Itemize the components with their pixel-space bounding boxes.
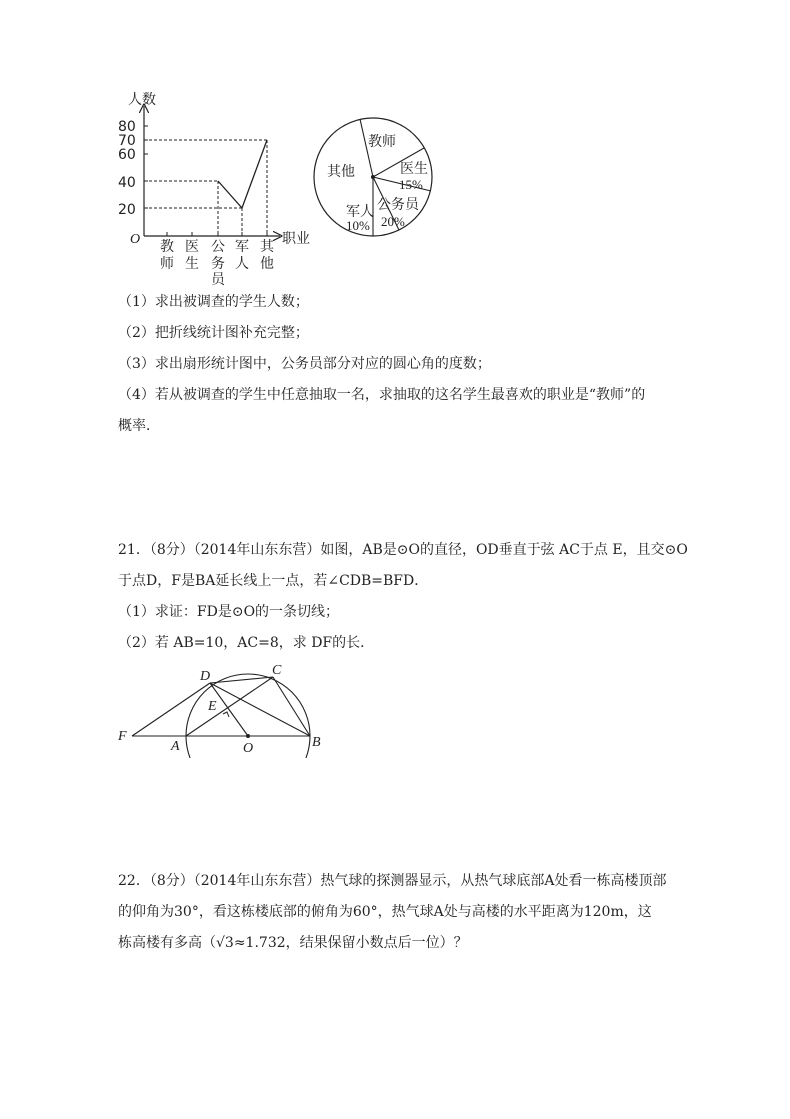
segment-dc (210, 677, 273, 683)
y-tick-80: 80 (118, 119, 136, 135)
pie-label-civil-servant: 公务员 (377, 197, 419, 213)
q21-line-3: （1）求证：FD是⊙O的一条切线； (118, 604, 340, 620)
category-civil-1: 公 (211, 239, 225, 255)
q20-item-1: （1）求出被调查的学生人数； (118, 294, 309, 310)
q20-item-2: （2）把折线统计图补充完整； (118, 325, 309, 341)
origin-label: O (130, 232, 141, 247)
label-f: F (118, 729, 127, 744)
y-tick-20: 20 (118, 202, 136, 218)
q21-line-2: 于点D，F是BA延长线上一点，若∠CDB=BFD． (118, 573, 429, 589)
category-teacher-2: 师 (160, 256, 174, 272)
data-points (218, 140, 267, 208)
pie-label-soldier: 军人 (346, 204, 374, 220)
q20-item-4: （4）若从被调查的学生中任意抽取一名，求抽取的这名学生最喜欢的职业是“教师”的 (118, 387, 646, 403)
pie-chart (310, 112, 440, 242)
q22-line-1: 22．（8分）（2014年山东东营）热气球的探测器显示，从热气球底部A处看一栋高楼顶部 (118, 873, 667, 889)
label-a: A (171, 739, 180, 754)
pie-label-doctor: 医生 (400, 161, 428, 177)
y-tick-labels (118, 119, 136, 218)
pie-percent-civil-servant: 20% (381, 214, 405, 229)
dashed-guides (144, 140, 267, 236)
pie-percent-soldier: 10% (346, 218, 370, 233)
pie-percent-doctor: 15% (399, 177, 423, 192)
figure-labels (117, 663, 321, 756)
category-other-1: 其 (260, 239, 274, 255)
category-labels (160, 238, 275, 288)
q20-item-4-cont: 概率． (118, 418, 160, 434)
category-civil-2: 务 (211, 256, 225, 272)
y-tick-40: 40 (118, 175, 136, 191)
category-doctor-1: 医 (185, 239, 199, 255)
q22-line-3: 栋高楼有多高（√3≈1.732，结果保留小数点后一位）？ (118, 935, 468, 951)
q21-figure (112, 658, 332, 758)
label-o: O (243, 741, 254, 756)
segment-ac (186, 677, 273, 736)
data-line (218, 140, 267, 208)
point-o (246, 734, 250, 738)
category-teacher-1: 教 (160, 239, 174, 255)
line-chart (110, 88, 320, 288)
category-soldier-1: 军 (235, 239, 249, 255)
pie-label-other: 其他 (327, 164, 355, 180)
label-d: D (200, 669, 211, 684)
q20-item-3: （3）求出扇形统计图中，公务员部分对应的圆心角的度数； (118, 356, 491, 372)
q21-line-1: 21．（8分）（2014年山东东营）如图，AB是⊙O的直径，OD垂直于弦 AC于点 E，且交⊙O (118, 542, 688, 558)
q21-line-4: （2）若 AB=10，AC=8，求 DF的长． (118, 635, 375, 651)
q22-line-2: 的仰角为30°，看这栋楼底部的俯角为60°，热气球A处与高楼的水平距离为120m，这 (118, 904, 652, 920)
label-b: B (312, 735, 321, 750)
y-tick-marks (144, 126, 148, 208)
y-tick-60: 60 (118, 147, 136, 163)
label-e: E (208, 699, 217, 714)
category-doctor-2: 生 (185, 256, 199, 272)
pie-label-teacher: 教师 (368, 134, 396, 150)
category-civil-3: 员 (211, 272, 225, 288)
label-c: C (272, 663, 282, 678)
segment-cb (273, 677, 310, 736)
y-tick-70: 70 (118, 133, 136, 149)
figure-lines (132, 677, 310, 736)
right-angle-mark (223, 712, 229, 717)
pie-labels (327, 133, 428, 233)
category-soldier-2: 人 (235, 256, 249, 272)
category-other-2: 他 (260, 256, 274, 272)
x-axis-label: 职业 (282, 231, 310, 247)
pie-center (371, 175, 375, 179)
y-axis-label: 人数 (128, 92, 156, 108)
